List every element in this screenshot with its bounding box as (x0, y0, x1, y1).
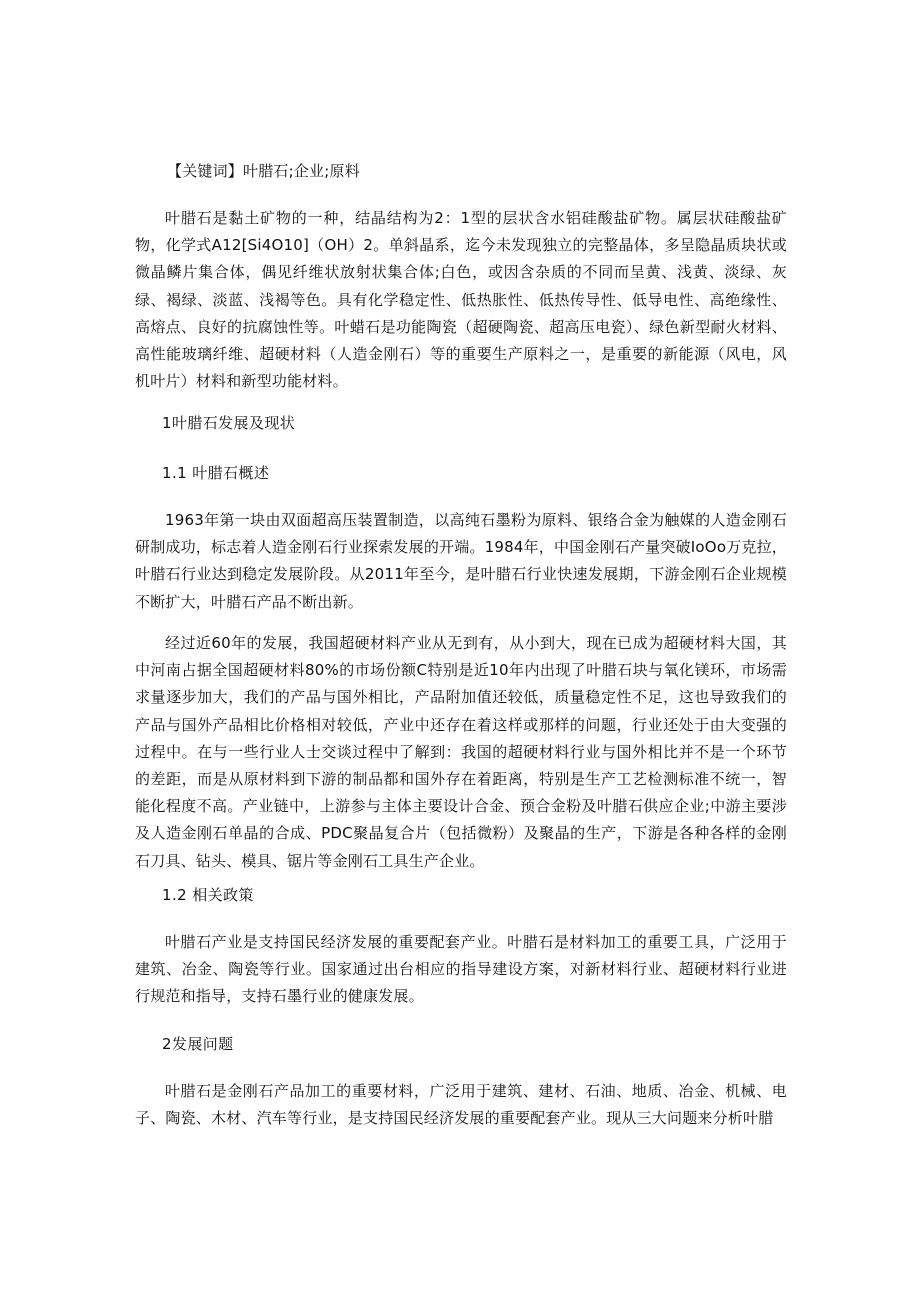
intro-paragraph: 叶腊石是黏土矿物的一种，结晶结构为2：1型的层状含水铝硅酸盐矿物。属层状硅酸盐矿物，化学式A12[Si4O10]（OH）2。单斜晶系，迄今未发现独立的完整晶体，多呈隐晶质块状或微晶鳞片集合体，偶见纤维状放射状集合体;白色，或因含杂质的不同而呈黄、浅黄、淡绿、灰绿、褐绿、淡蓝、浅褐等色。具有化学稳定性、低热胀性、低热传导性、低导电性、高绝缘性、高熔点、良好的抗腐蚀性等。叶蜡石是功能陶瓷（超硬陶瓷、超高压电瓷）、绿色新型耐火材料、高性能玻璃纤维、超硬材料（人造金刚石）等的重要生产原料之一，是重要的新能源（风电，风机叶片）材料和新型功能材料。 (135, 209, 787, 391)
section-1-heading: 1叶腊石发展及现状 (162, 414, 296, 432)
section-1-1-heading: 1.1 叶腊石概述 (162, 464, 270, 482)
section-1-1-paragraph-1: 1963年第一块由双面超高压装置制造，以高纯石墨粉为原料、银络合金为触媒的人造金刚石研制成功，标志着人造金刚石行业探索发展的开端。1984年，中国金刚石产量突破IoOo万克拉，叶腊石行业达到稳定发展阶段。从2011年至今，是叶腊石行业快速发展期，下游金刚石企业规模不断扩大，叶腊石产品不断出新。 (135, 511, 787, 611)
section-1-2-heading: 1.2 相关政策 (162, 886, 254, 904)
section-1-1-paragraph-2: 经过近60年的发展，我国超硬材料产业从无到有，从小到大，现在已成为超硬材料大国，其中河南占据全国超硬材料80%的市场份额C特别是近10年内出现了叶腊石块与氧化镁环，市场需求量逐步加大，我们的产品与国外相比，产品附加值还较低，质量稳定性不足，这也导致我们的产品与国外产品相比价格相对较低，产业中还存在着这样或那样的问题，行业还处于由大变强的过程中。在与一些行业人士交谈过程中了解到：我国的超硬材料行业与国外相比并不是一个环节的差距，而是从原材料到下游的制品都和国外存在着距离，特别是生产工艺检测标准不统一，智能化程度不高。产业链中，上游参与主体主要设计合金、预合金粉及叶腊石供应企业;中游主要涉及人造金刚石单晶的合成、PDC聚晶复合片（包括微粉）及聚晶的生产，下游是各种各样的金刚石刀具、钻头、模具、锯片等金刚石工具生产企业。 (135, 634, 787, 870)
section-2-paragraph-1: 叶腊石是金刚石产品加工的重要材料，广泛用于建筑、建材、石油、地质、冶金、机械、电子、陶瓷、木材、汽车等行业，是支持国民经济发展的重要配套产业。现从三大问题来分析叶腊 (135, 1082, 787, 1128)
section-1-2-paragraph-1: 叶腊石产业是支持国民经济发展的重要配套产业。叶腊石是材料加工的重要工具，广泛用于建筑、冶金、陶瓷等行业。国家通过出台相应的指导建设方案，对新材料行业、超硬材料行业进行规范和指导，支持石墨行业的健康发展。 (135, 933, 787, 1006)
keywords-line: 【关键词】叶腊石;企业;原料 (167, 162, 360, 180)
section-2-heading: 2发展问题 (162, 1035, 234, 1053)
